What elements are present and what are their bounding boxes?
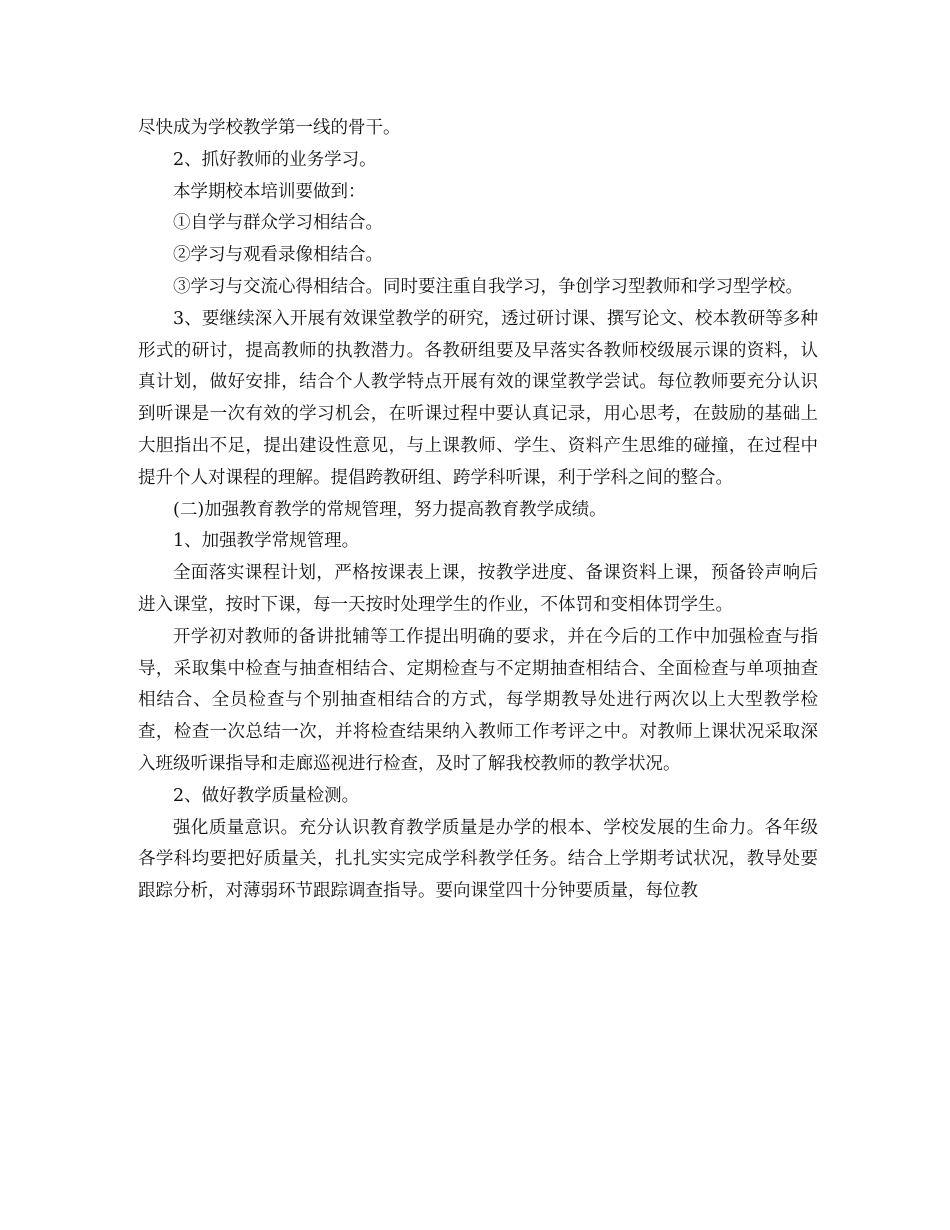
paragraph: 3、要继续深入开展有效课堂教学的研究，透过研讨课、撰写论文、校本教研等多种形式的研讨，提高教师的执教潜力。各教研组要及早落实各教师校级展示课的资料，认真计划，做好安排，结合个人教学特点开展有效的课堂教学尝试。每位教师要充分认识到听课是一次有效的学习机会，在听课过程中要认真记录，用心思考，在鼓励的基础上大胆指出不足，提出建设性意见，与上课教师、学生、资料产生思维的碰撞，在过程中提升个人对课程的理解。提倡跨教研组、跨学科听课，利于学科之间的整合。 (138, 308, 818, 488)
paragraph: 2、抓好教师的业务学习。 (173, 149, 377, 170)
paragraph: 1、加强教学常规管理。 (173, 531, 360, 552)
paragraph: 本学期校本培训要做到： (173, 181, 366, 202)
paragraph: ①自学与群众学习相结合。 (173, 213, 383, 234)
document-body (138, 113, 818, 908)
paragraph: 强化质量意识。充分认识教育教学质量是办学的根本、学校发展的生命力。各年级各学科均要把好质量关，扎扎实实完成学科教学任务。结合上学期考试状况，教导处要跟踪分析，对薄弱环节跟踪调查指导。要向课堂四十分钟要质量，每位教 (138, 817, 818, 902)
paragraph: ②学习与观看录像相结合。 (173, 245, 383, 266)
paragraph: 尽快成为学校教学第一线的骨干。 (138, 118, 401, 138)
paragraph: 开学初对教师的备讲批辅等工作提出明确的要求，并在今后的工作中加强检查与指导，采取集中检查与抽查相结合、定期检查与不定期抽查相结合、全面检查与单项抽查相结合、全员检查与个别抽查相结合的方式，每学期教导处进行两次以上大型教学检查，检查一次总结一次，并将检查结果纳入教师工作考评之中。对教师上课状况采取深入班级听课指导和走廊巡视进行检查，及时了解我校教师的教学状况。 (138, 626, 818, 774)
paragraph: ③学习与交流心得相结合。同时要注重自我学习，争创学习型教师和学习型学校。 (173, 276, 803, 297)
paragraph: 2、做好教学质量检测。 (173, 785, 360, 806)
section-heading: (二)加强教育教学的常规管理，努力提高教育教学成绩。 (173, 499, 607, 520)
paragraph: 全面落实课程计划，严格按课表上课，按教学进度、备课资料上课，预备铃声响后进入课堂，按时下课，每一天按时处理学生的作业，不体罚和变相体罚学生。 (138, 563, 818, 615)
